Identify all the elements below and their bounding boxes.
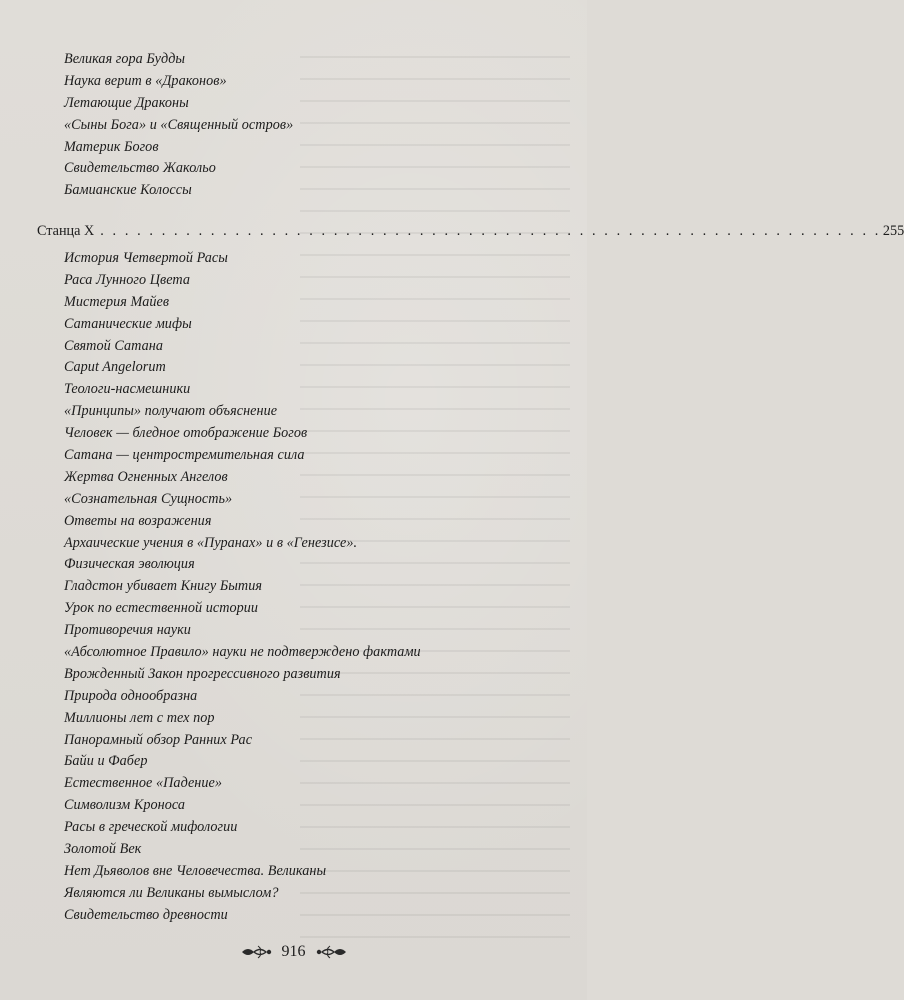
toc-entry: «Абсолютное Правило» науки не подтверждено фактами bbox=[64, 644, 421, 661]
stanza-title: Станца X bbox=[37, 223, 95, 239]
toc-entry: Физическая эволюция bbox=[64, 556, 195, 573]
floral-ornament-icon bbox=[240, 944, 274, 960]
floral-ornament-icon bbox=[314, 944, 348, 960]
toc-entry: Природа однообразна bbox=[64, 687, 198, 704]
toc-entry: Мистерия Майев bbox=[64, 293, 170, 310]
toc-entry: Наука верит в «Драконов» bbox=[64, 72, 227, 89]
page-footer bbox=[0, 940, 587, 964]
toc-entry: «Принципы» получают объяснение bbox=[64, 403, 278, 420]
toc-entry: Человек — бледное отображение Богов bbox=[64, 425, 308, 442]
toc-entry: Сатанические мифы bbox=[64, 315, 192, 332]
toc-entry: Расы в греческой мифологии bbox=[64, 819, 238, 836]
dot-leader: . . . . . . . . . . . . . . . . . . . . . . . . . . . . . . . . . . . . . . . . . . . . . . . . . . . . . . . . . . . . . . . . bbox=[100, 223, 881, 239]
toc-entry: Миллионы лет с тех пор bbox=[64, 709, 215, 726]
toc-entry: Архаические учения в «Пуранах» и в «Генезисе». bbox=[64, 534, 358, 551]
toc-entry: Урок по естественной истории bbox=[64, 600, 259, 617]
toc-entry: Естественное «Падение» bbox=[64, 775, 223, 792]
toc-entry: Золотой Век bbox=[64, 841, 142, 858]
toc-entry: Панорамный обзор Ранних Рас bbox=[64, 731, 253, 748]
toc-entry: Являются ли Великаны вымыслом? bbox=[64, 884, 279, 901]
toc-entry: История Четвертой Расы bbox=[64, 250, 228, 266]
page-number: 916 bbox=[281, 943, 306, 960]
toc-entry: Жертва Огненных Ангелов bbox=[64, 468, 228, 485]
stanza-heading bbox=[37, 223, 904, 245]
toc-entry: Врожденный Закон прогрессивного развития bbox=[64, 665, 341, 682]
toc-entry: Бамианские Колоссы bbox=[64, 182, 192, 199]
toc-entry: Противоречия науки bbox=[64, 622, 191, 639]
toc-entry: Caput Angelorum bbox=[64, 359, 166, 376]
toc-entry: Великая гора Будды bbox=[64, 51, 186, 67]
toc-list-bottom bbox=[64, 248, 534, 927]
toc-entry: Символизм Кроноса bbox=[64, 797, 185, 814]
toc-entry: Нет Дьяволов вне Человечества. Великаны bbox=[64, 862, 327, 879]
toc-list-top bbox=[64, 49, 534, 202]
toc-entry: Свидетельство древности bbox=[64, 906, 228, 923]
toc-entry: Летающие Драконы bbox=[64, 94, 189, 111]
toc-entry: Материк Богов bbox=[64, 138, 159, 155]
toc-entry: Теологи-насмешники bbox=[64, 381, 191, 398]
toc-entry: Раса Лунного Цвета bbox=[64, 271, 190, 288]
toc-entry: Свидетельство Жакольо bbox=[64, 160, 216, 177]
toc-entry: Сатана — центростремительная сила bbox=[64, 447, 305, 464]
stanza-page-number: 255 bbox=[882, 223, 904, 239]
toc-entry: Байи и Фабер bbox=[64, 753, 148, 770]
toc-entry: Ответы на возражения bbox=[64, 512, 212, 529]
toc-entry: Святой Сатана bbox=[64, 337, 163, 354]
toc-entry: «Сыны Бога» и «Священный остров» bbox=[64, 116, 294, 133]
toc-entry: Гладстон убивает Книгу Бытия bbox=[64, 578, 262, 595]
toc-entry: «Сознательная Сущность» bbox=[64, 490, 233, 507]
